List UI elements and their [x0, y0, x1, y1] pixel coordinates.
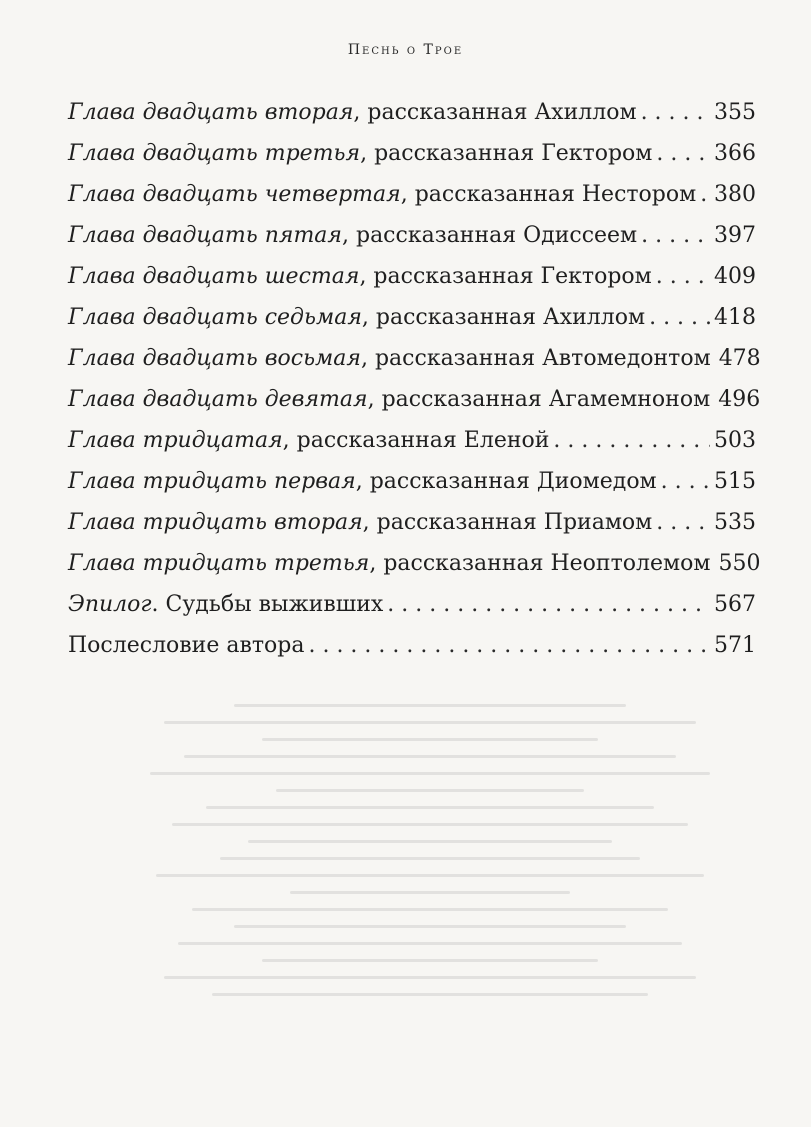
dot-leader	[387, 584, 710, 625]
toc-entry-page: 571	[714, 633, 756, 658]
toc-entry-text: , рассказанная Ахиллом	[361, 305, 646, 330]
dot-leader	[308, 625, 710, 666]
dot-leader	[656, 133, 710, 174]
toc-entry-title	[68, 584, 383, 625]
toc-entry	[68, 625, 756, 666]
toc-entry-page: 409	[714, 264, 756, 289]
bleed-through-texture	[150, 690, 710, 1127]
toc-entry-text: . Судьбы выживших	[151, 592, 384, 617]
toc-entry	[68, 174, 756, 215]
dot-leader	[700, 174, 710, 215]
toc-entry	[68, 502, 756, 543]
toc-entry-page: 535	[714, 510, 756, 535]
toc-entry	[68, 215, 756, 256]
toc-entry-page: 515	[714, 469, 756, 494]
toc-entry-title	[68, 133, 652, 174]
toc-entry-title	[68, 215, 637, 256]
toc-entry-text: , рассказанная Диомедом	[355, 469, 657, 494]
toc-entry-title	[68, 92, 637, 133]
dot-leader	[656, 256, 710, 297]
toc-entry-italic: Глава двадцать четвертая	[68, 182, 401, 207]
toc-entry-page: 366	[714, 141, 756, 166]
toc-entry	[68, 92, 756, 133]
toc-entry	[68, 543, 761, 584]
toc-entry	[68, 297, 756, 338]
toc-entry-title	[68, 297, 645, 338]
toc-entry-title	[68, 338, 711, 379]
toc-entry-page: 397	[714, 223, 756, 248]
toc-entry-italic: Глава двадцать вторая	[68, 100, 354, 125]
toc-entry	[68, 461, 756, 502]
toc-entry-title	[68, 420, 549, 461]
toc-entry	[68, 338, 761, 379]
toc-entry-page: 380	[714, 182, 756, 207]
toc-entry-title	[68, 256, 652, 297]
dot-leader	[553, 420, 710, 461]
toc-entry-text: , рассказанная Ахиллом	[353, 100, 637, 125]
running-head: Песнь о Трое	[347, 42, 464, 58]
toc-entry-text: , рассказанная Гектором	[359, 264, 652, 289]
toc-entry-text: , рассказанная Нестором	[400, 182, 697, 207]
toc-entry-page: 355	[714, 100, 756, 125]
toc-entry-italic: Глава двадцать шестая	[68, 264, 360, 289]
toc-entry-italic: Глава тридцать вторая	[68, 510, 363, 535]
toc-entry	[68, 133, 756, 174]
toc-entry	[68, 379, 761, 420]
toc-entry-text: , рассказанная Автомедонтом	[360, 346, 711, 371]
toc-entry-text: , рассказанная Неоптолемом	[369, 551, 711, 576]
toc-entry-italic: Глава двадцать восьмая	[68, 346, 361, 371]
toc-entry	[68, 256, 756, 297]
toc-entry-italic: Глава двадцать пятая	[68, 223, 342, 248]
toc-entry-page: 496	[718, 387, 761, 412]
toc-entry-page: 567	[714, 592, 756, 617]
toc-entry-text: , рассказанная Одиссеем	[342, 223, 638, 248]
toc-entry-title	[68, 379, 710, 420]
toc-entry-page: 418	[714, 305, 756, 330]
toc-entry-page: 550	[718, 551, 761, 576]
toc-entry-italic: Глава тридцать первая	[68, 469, 356, 494]
toc-entry-page: 478	[718, 346, 761, 371]
toc-entry-text: , рассказанная Еленой	[282, 428, 550, 453]
toc-entry	[68, 420, 756, 461]
dot-leader	[661, 461, 710, 502]
dot-leader	[641, 92, 710, 133]
toc-entry-title	[68, 174, 696, 215]
toc-entry-text: Послесловие автора	[68, 633, 305, 658]
toc-entry-italic: Глава двадцать девятая	[68, 387, 368, 412]
toc-entry-italic: Глава тридцать третья	[68, 551, 370, 576]
table-of-contents	[68, 92, 761, 666]
toc-entry	[68, 584, 756, 625]
toc-entry-italic: Глава двадцать третья	[68, 141, 361, 166]
toc-entry-title	[68, 461, 657, 502]
toc-entry-title	[68, 625, 304, 666]
dot-leader	[649, 297, 710, 338]
toc-entry-text: , рассказанная Гектором	[360, 141, 653, 166]
toc-entry-title	[68, 502, 652, 543]
dot-leader	[656, 502, 710, 543]
toc-entry-text: , рассказанная Агамемноном	[367, 387, 711, 412]
toc-entry-text: , рассказанная Приамом	[362, 510, 653, 535]
toc-entry-italic: Эпилог	[68, 592, 152, 617]
toc-entry-italic: Глава тридцатая	[68, 428, 283, 453]
toc-entry-page: 503	[714, 428, 756, 453]
dot-leader	[641, 215, 710, 256]
toc-entry-title	[68, 543, 710, 584]
toc-entry-italic: Глава двадцать седьмая	[68, 305, 362, 330]
